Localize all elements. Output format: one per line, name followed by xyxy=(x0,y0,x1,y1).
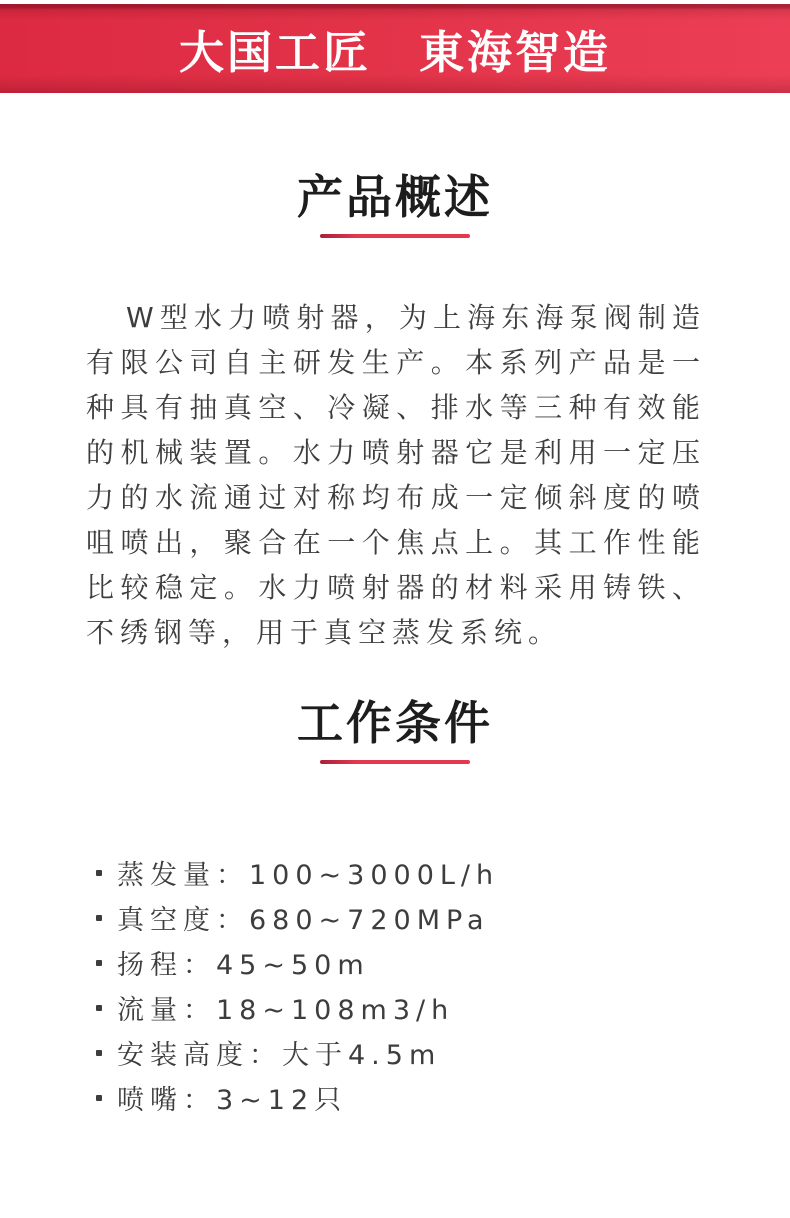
conditions-heading: 工作条件 xyxy=(297,696,493,750)
bullet-icon xyxy=(96,1050,102,1056)
heading-underline xyxy=(320,234,470,238)
bullet-icon xyxy=(96,960,102,966)
heading-underline xyxy=(320,760,470,764)
spec-text: 喷嘴：3~12只 xyxy=(117,1085,348,1116)
spec-text: 流量：18~108m3/h xyxy=(117,995,455,1026)
spec-item-head xyxy=(96,940,790,985)
overview-paragraph: W型水力喷射器，为上海东海泵阀制造有限公司自主研发生产。本系列产品是一种具有抽真空、冷凝、排水等三种有效能的机械装置。水力喷射器它是利用一定压力的水流通过对称均布成一定倾斜度的喷咀喷出，聚合在一个焦点上。其工作性能比较稳定。水力喷射器的材料采用铸铁、不绣钢等，用于真空蒸发系统。 xyxy=(86,301,706,649)
overview-heading: 产品概述 xyxy=(297,170,493,224)
spec-text: 安装高度：大于4.5m xyxy=(117,1040,442,1071)
conditions-section xyxy=(0,655,790,1120)
spec-item-flow xyxy=(96,985,790,1030)
spec-item-vacuum xyxy=(96,895,790,940)
bullet-icon xyxy=(96,1005,102,1011)
spec-item-evaporation xyxy=(96,850,790,895)
bullet-icon xyxy=(96,915,102,921)
spec-list xyxy=(0,850,790,1120)
bullet-icon xyxy=(96,1095,102,1101)
page xyxy=(0,4,790,1218)
spec-item-nozzles xyxy=(96,1075,790,1120)
bullet-icon xyxy=(96,870,102,876)
spec-text: 扬程：45~50m xyxy=(117,950,370,981)
top-banner xyxy=(0,4,790,93)
spec-text: 蒸发量：100~3000L/h xyxy=(117,860,500,891)
spec-item-install-height xyxy=(96,1030,790,1075)
spec-text: 真空度：680~720MPa xyxy=(117,905,490,936)
banner-title: 大国工匠 東海智造 xyxy=(178,26,611,79)
overview-section xyxy=(0,93,790,655)
